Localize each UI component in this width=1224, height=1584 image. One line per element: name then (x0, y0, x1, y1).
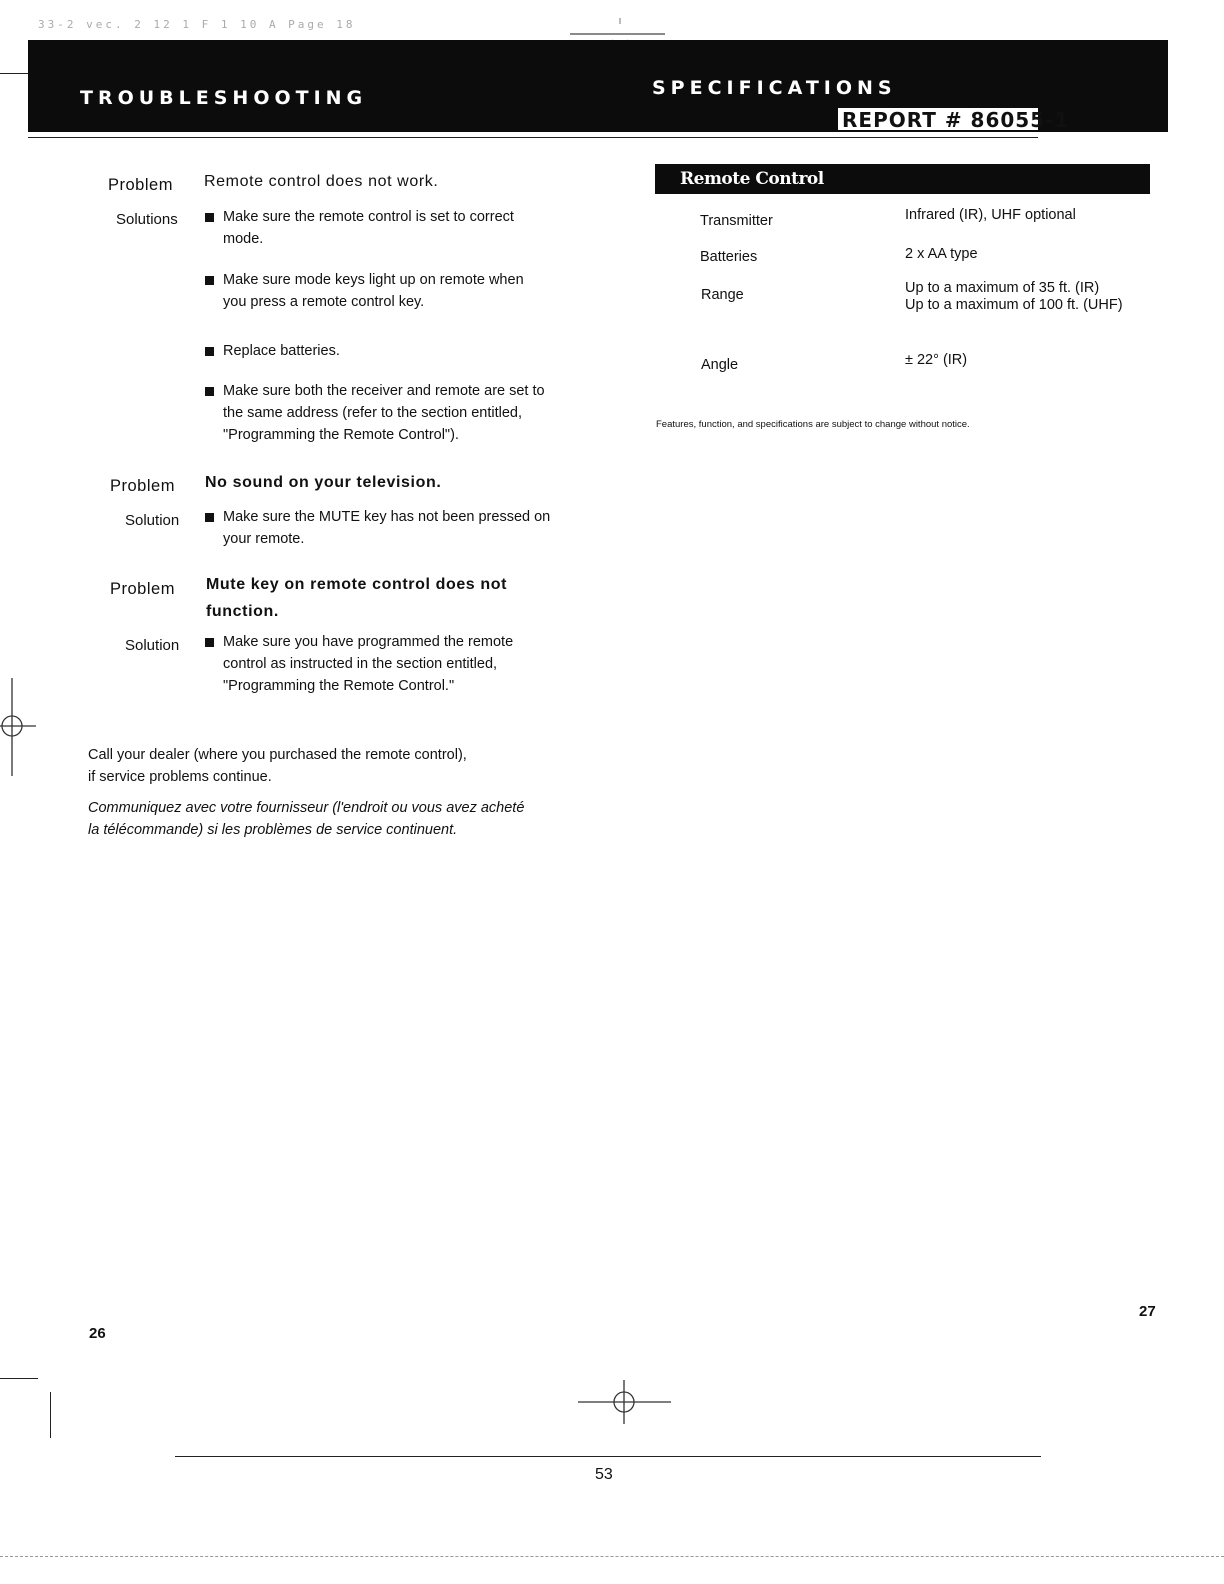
dealer-note-french-line: Communiquez avec votre fournisseur (l'endroit ou vous avez acheté (88, 800, 525, 816)
bullet-line: mode. (223, 231, 264, 247)
problem-title-line: function. (206, 603, 279, 620)
dealer-note-french (88, 797, 524, 841)
bullet-line: Replace batteries. (223, 343, 340, 359)
spec-value-range (905, 280, 1123, 314)
problem-label-2: Problem (110, 477, 175, 495)
bullet-square-icon (205, 387, 214, 396)
bullet-line: "Programming the Remote Control." (223, 678, 455, 694)
edge-mark-bottom-left (0, 1378, 38, 1379)
report-number: REPORT # 86055-1 (842, 108, 1070, 132)
page-number-right: 27 (1139, 1303, 1156, 1320)
bullet-square-icon (205, 276, 214, 285)
spec-value-angle: ± 22° (IR) (905, 352, 968, 368)
bullet-square-icon (205, 213, 214, 222)
spec-value-batteries: 2 x AA type (905, 246, 978, 262)
registration-mark-left (0, 678, 40, 778)
bullet-line: Make sure the remote control is set to correct (223, 209, 514, 225)
dealer-note-line: if service problems continue. (88, 769, 272, 785)
edge-mark-top-left (0, 73, 30, 74)
solution-bullet (205, 506, 605, 556)
spec-disclaimer: Features, function, and specifications are subject to change without notice. (656, 419, 970, 430)
dealer-note-french-line: la télécommande) si les problèmes de service continuent. (88, 822, 458, 838)
bullet-square-icon (205, 638, 214, 647)
solution-bullet (205, 206, 605, 256)
problem-label-1: Problem (108, 176, 173, 194)
registration-mark-bottom (575, 1378, 675, 1428)
dealer-note (88, 744, 467, 788)
bullet-line: Make sure mode keys light up on remote when (223, 272, 524, 288)
solution-label-2: Solution (125, 512, 180, 529)
edge-mark-bottom-left-vertical (50, 1392, 51, 1438)
spec-value-transmitter: Infrared (IR), UHF optional (905, 207, 1076, 223)
spec-label-transmitter: Transmitter (700, 213, 773, 229)
spec-label-angle: Angle (701, 357, 739, 373)
spec-value-line: Up to a maximum of 35 ft. (IR) (905, 280, 1100, 296)
page-number-left: 26 (89, 1325, 106, 1342)
problem-label-3: Problem (110, 580, 175, 598)
problem-title-3 (206, 571, 507, 625)
spec-label-batteries: Batteries (700, 249, 758, 265)
bullet-line: the same address (refer to the section entitled, (223, 405, 523, 421)
bullet-line: "Programming the Remote Control"). (223, 427, 459, 443)
spec-label-range: Range (701, 287, 744, 303)
header-troubleshooting: TROUBLESHOOTING (80, 87, 368, 109)
dealer-note-line: Call your dealer (where you purchased the remote control), (88, 747, 467, 763)
spec-value-line: Up to a maximum of 100 ft. (UHF) (905, 297, 1123, 313)
bullet-line: your remote. (223, 531, 305, 547)
solution-label-3: Solution (125, 637, 180, 654)
bullet-line: control as instructed in the section entitled, (223, 656, 498, 672)
problem-title-1: Remote control does not work. (204, 173, 439, 190)
problem-title-line: Mute key on remote control does not (206, 576, 508, 593)
bullet-square-icon (205, 513, 214, 522)
bullet-line: Make sure you have programmed the remote (223, 634, 514, 650)
bullet-square-icon (205, 347, 214, 356)
page-number-center: 53 (595, 1466, 613, 1483)
bullet-line: Make sure both the receiver and remote are set to (223, 383, 545, 399)
footer-rule (175, 1456, 1041, 1457)
bullet-line: Make sure the MUTE key has not been pressed on (223, 509, 551, 525)
bottom-edge-line (0, 1556, 1224, 1557)
solution-bullet (205, 380, 605, 450)
header-underline (28, 137, 1038, 138)
solution-label-1: Solutions (116, 211, 178, 228)
solution-bullet (205, 631, 605, 701)
bullet-line: you press a remote control key. (223, 294, 425, 310)
solution-bullet (205, 269, 605, 319)
header-specifications: SPECIFICATIONS (652, 77, 897, 99)
spec-section-title: Remote Control (680, 169, 824, 189)
solution-bullet (205, 340, 605, 365)
scan-artifact-text: 33-2 vec. 2 12 1 F 1 10 A Page 18 (38, 18, 356, 31)
problem-title-2: No sound on your television. (205, 474, 442, 491)
